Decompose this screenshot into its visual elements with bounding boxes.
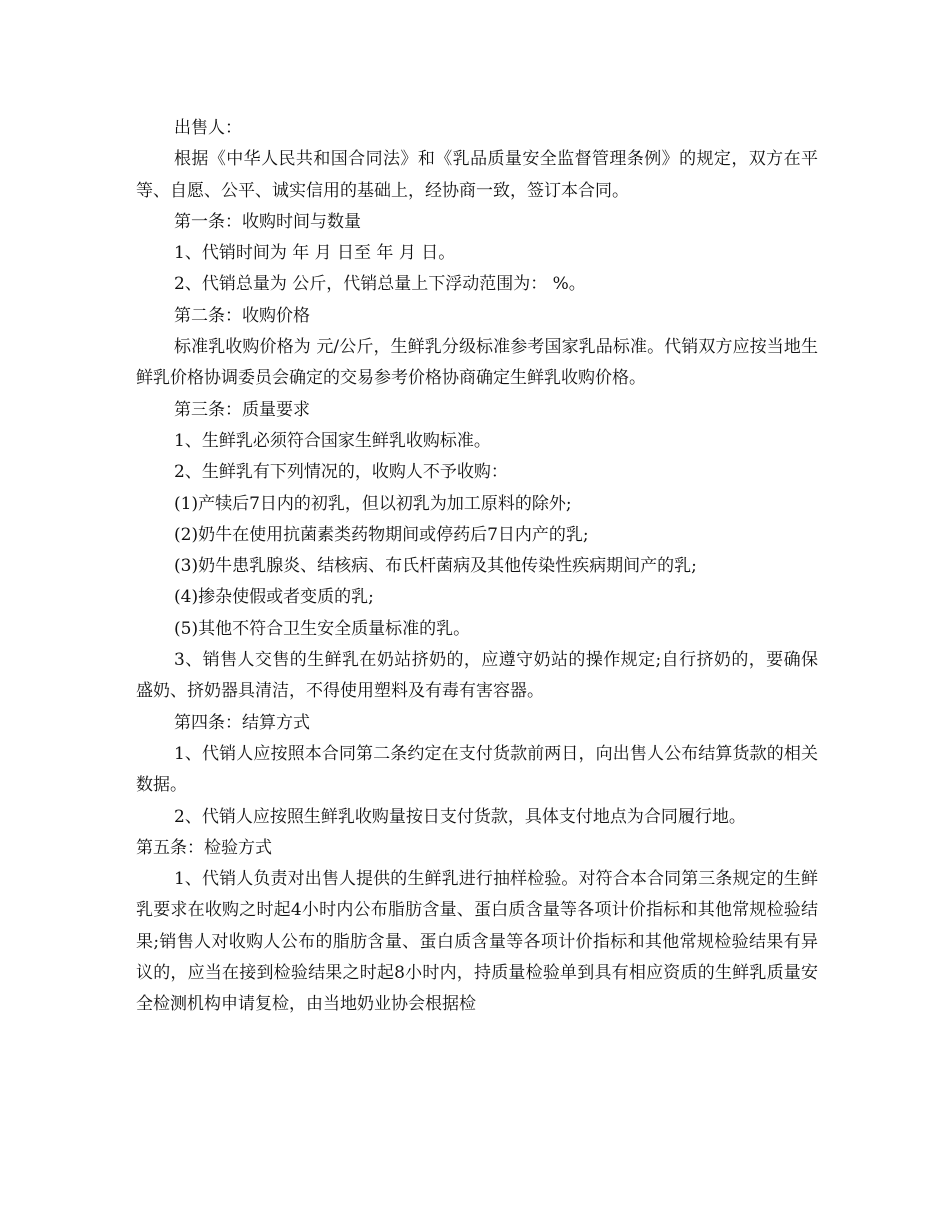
paragraph-article-4-item-1: 1、代销人应按照本合同第二条约定在支付货款前两日，向出售人公布结算货款的相关数据。 [136,743,818,796]
paragraph-article-3-sub-3: (3)奶牛患乳腺炎、结核病、布氏杆菌病及其他传染性疾病期间产的乳; [174,556,697,577]
heading-article-4: 第四条：结算方式 [174,712,310,733]
paragraph-article-4-item-2: 2、代销人应按照生鲜乳收购量按日支付货款，具体支付地点为合同履行地。 [174,806,746,827]
heading-article-5: 第五条：检验方式 [136,837,272,858]
paragraph-article-2-body: 标准乳收购价格为 元/公斤，生鲜乳分级标准参考国家乳品标准。代销双方应按当地生鲜乳价格协调委员会确定的交易参考价格协商确定生鲜乳收购价格。 [136,337,818,389]
paragraph-seller: 出售人： [174,118,242,138]
paragraph-article-3-item-1: 1、生鲜乳必须符合国家生鲜乳收购标准。 [174,430,491,451]
paragraph-article-3-item-2: 2、生鲜乳有下列情况的，收购人不予收购： [174,462,508,483]
paragraph-article-1-item-2: 2、代销总量为 公斤，代销总量上下浮动范围为： %。 [174,274,586,295]
contract-body [136,113,818,1021]
heading-article-1: 第一条：收购时间与数量 [174,211,361,232]
paragraph-article-3-sub-1: (1)产犊后7日内的初乳，但以初乳为加工原料的除外; [174,493,572,514]
paragraph-article-3-item-3: 3、销售人交售的生鲜乳在奶站挤奶的，应遵守奶站的操作规定;自行挤奶的，要确保盛奶、挤奶器具清洁，不得使用塑料及有毒有害容器。 [136,650,818,702]
paragraph-article-3-sub-2: (2)奶牛在使用抗菌素类药物期间或停药后7日内产的乳; [174,524,589,545]
heading-article-2: 第二条：收购价格 [174,305,310,326]
paragraph-article-5-item-1: 1、代销人负责对出售人提供的生鲜乳进行抽样检验。对符合本合同第三条规定的生鲜乳要求在收购之时起4小时内公布脂肪含量、蛋白质含量等各项计价指标和其他常规检验结果;销售人对收购人公布的脂肪含量、蛋白质含量等各项计价指标和其他常规检验结果有异议的，应当在接到检验结果之时起8小时内，持质量检验单到具有相应资质的生鲜乳质量安全检测机构申请复检，由当地奶业协会根据检 [136,869,818,1015]
paragraph-article-3-sub-4: (4)掺杂使假或者变质的乳; [174,587,374,608]
heading-article-3: 第三条：质量要求 [174,399,310,420]
paragraph-article-3-sub-5: (5)其他不符合卫生安全质量标准的乳。 [174,618,471,639]
paragraph-article-1-item-1: 1、代销时间为 年 月 日至 年 月 日。 [174,243,456,264]
paragraph-preamble: 根据《中华人民共和国合同法》和《乳品质量安全监督管理条例》的规定，双方在平等、自愿、公平、诚实信用的基础上，经协商一致，签订本合同。 [136,149,818,201]
